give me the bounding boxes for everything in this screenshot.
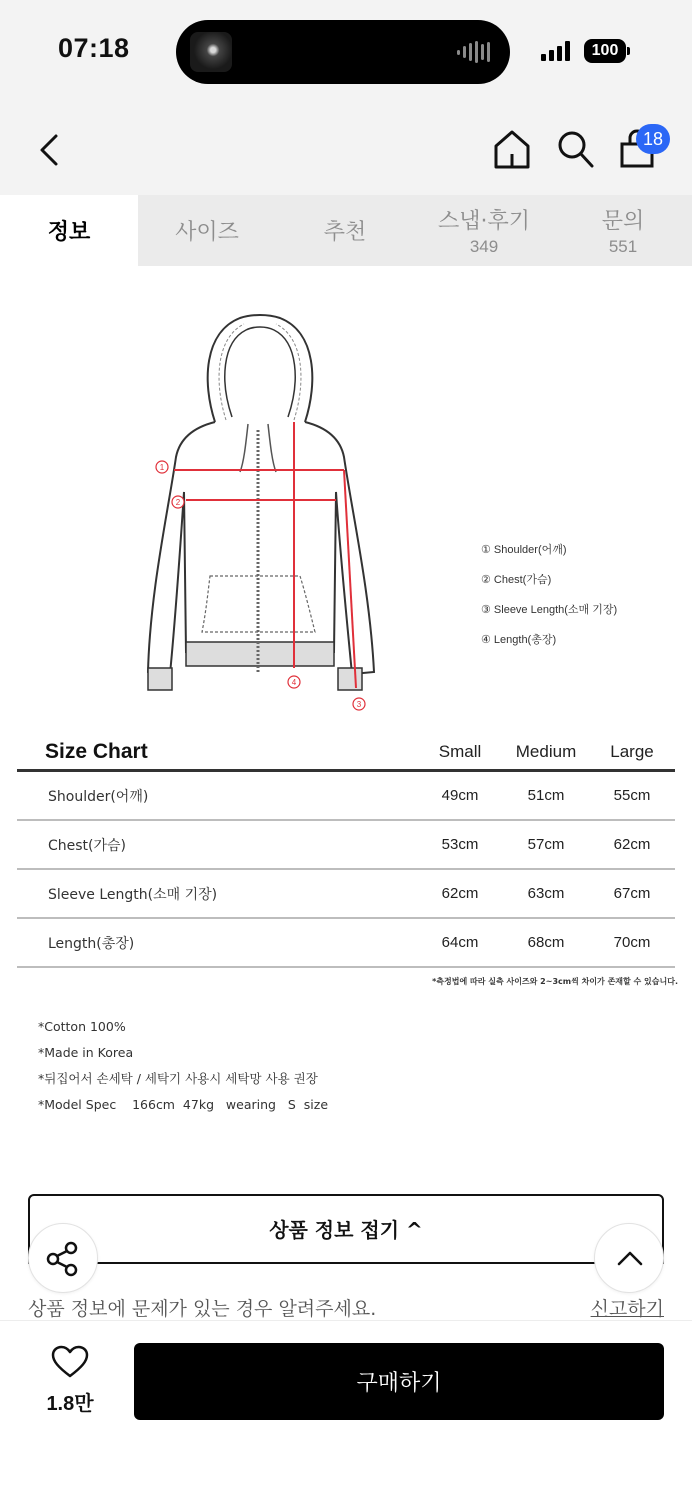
- table-row: [17, 870, 675, 919]
- measurement-legend: [481, 535, 617, 655]
- chevron-left-icon: [36, 130, 66, 170]
- tab-label: 스냅·후기: [437, 209, 530, 234]
- cell-value: 62cm: [441, 885, 479, 902]
- legend-item: ① Shoulder(어깨): [481, 544, 567, 556]
- cell-value: 55cm: [613, 787, 651, 804]
- cell-value: 57cm: [527, 836, 565, 853]
- cell-value: 67cm: [613, 885, 651, 902]
- row-label: Sleeve Length(소매 기장): [48, 886, 218, 903]
- svg-text:3: 3: [356, 700, 362, 709]
- buy-button[interactable]: 구매하기: [134, 1343, 664, 1420]
- product-notes: [38, 1014, 328, 1118]
- legend-item: ④ Length(총장): [481, 634, 557, 646]
- purchase-bar: [0, 1320, 692, 1500]
- tab-info[interactable]: [0, 195, 138, 266]
- note-item: *뒤집어서 손세탁 / 세탁기 사용시 세탁망 사용 권장: [38, 1071, 318, 1086]
- battery-indicator: 100: [584, 39, 626, 63]
- tab-count: 349: [469, 237, 499, 256]
- size-chart-table: [17, 734, 675, 968]
- size-chart-header: [17, 734, 675, 772]
- now-playing-artwork: [190, 32, 232, 72]
- search-icon: [555, 128, 595, 170]
- scroll-to-top-button[interactable]: [594, 1223, 664, 1293]
- share-button[interactable]: [28, 1223, 98, 1293]
- column-header: Small: [438, 741, 482, 761]
- dynamic-island[interactable]: [176, 20, 510, 84]
- tab-label: 문의: [601, 209, 645, 234]
- tab-label: 정보: [47, 220, 91, 245]
- tab-count: 551: [608, 237, 638, 256]
- tab-label: 사이즈: [175, 220, 239, 245]
- row-label: Shoulder(어깨): [48, 788, 149, 805]
- product-info-content: [0, 266, 692, 1320]
- report-link[interactable]: 신고하기: [590, 1298, 664, 1320]
- collapse-product-info-button[interactable]: [28, 1194, 664, 1264]
- tab-size[interactable]: [138, 195, 276, 266]
- cell-value: 49cm: [441, 787, 479, 804]
- cell-value: 64cm: [441, 934, 479, 951]
- product-tabs: [0, 195, 692, 266]
- home-button[interactable]: [492, 128, 532, 170]
- hoodie-measurement-diagram: [140, 312, 380, 712]
- cell-value: 51cm: [527, 787, 565, 804]
- column-header: Large: [610, 741, 654, 761]
- size-chart-note: *측정법에 따라 실측 사이즈와 2~3cm씩 차이가 존재할 수 있습니다.: [432, 977, 678, 986]
- cell-value: 53cm: [441, 836, 479, 853]
- tab-inquiry[interactable]: [554, 195, 692, 266]
- cell-value: 62cm: [613, 836, 651, 853]
- cell-value: 63cm: [527, 885, 565, 902]
- cell-value: 68cm: [527, 934, 565, 951]
- tab-snap-reviews[interactable]: [414, 195, 554, 266]
- svg-text:4: 4: [291, 678, 297, 687]
- search-button[interactable]: [555, 128, 595, 170]
- home-icon: [492, 128, 532, 170]
- svg-text:1: 1: [159, 463, 165, 472]
- table-row: [17, 919, 675, 968]
- report-prompt: 상품 정보에 문제가 있는 경우 알려주세요.: [28, 1298, 377, 1320]
- note-item: *Model Spec 166cm 47kg wearing S size: [38, 1097, 329, 1112]
- legend-item: ③ Sleeve Length(소매 기장): [481, 604, 618, 616]
- svg-text:2: 2: [175, 498, 181, 507]
- tab-recommend[interactable]: [276, 195, 414, 266]
- like-button[interactable]: [38, 1345, 102, 1425]
- top-navigation: [0, 100, 692, 195]
- note-item: *Cotton 100%: [38, 1019, 126, 1034]
- note-item: *Made in Korea: [38, 1045, 134, 1060]
- status-bar: [0, 0, 692, 100]
- legend-item: ② Chest(가슴): [481, 574, 552, 586]
- row-label: Chest(가슴): [48, 837, 127, 854]
- audio-waveform-icon: [457, 41, 490, 63]
- heart-icon: [50, 1345, 90, 1379]
- size-chart-title: Size Chart: [45, 739, 148, 763]
- cart-count-badge: 18: [636, 124, 670, 154]
- table-row: [17, 821, 675, 870]
- row-label: Length(총장): [48, 935, 135, 952]
- back-button[interactable]: [36, 130, 66, 170]
- status-time: 07:18: [58, 33, 130, 63]
- like-count: 1.8만: [46, 1393, 94, 1415]
- table-row: [17, 772, 675, 821]
- cellular-signal-icon: [541, 41, 570, 61]
- column-header: Medium: [515, 741, 577, 761]
- tab-label: 추천: [323, 220, 367, 245]
- share-icon: [29, 1224, 99, 1294]
- collapse-label: 상품 정보 접기 ^: [269, 1218, 423, 1242]
- chevron-up-icon: [595, 1224, 665, 1294]
- cell-value: 70cm: [613, 934, 651, 951]
